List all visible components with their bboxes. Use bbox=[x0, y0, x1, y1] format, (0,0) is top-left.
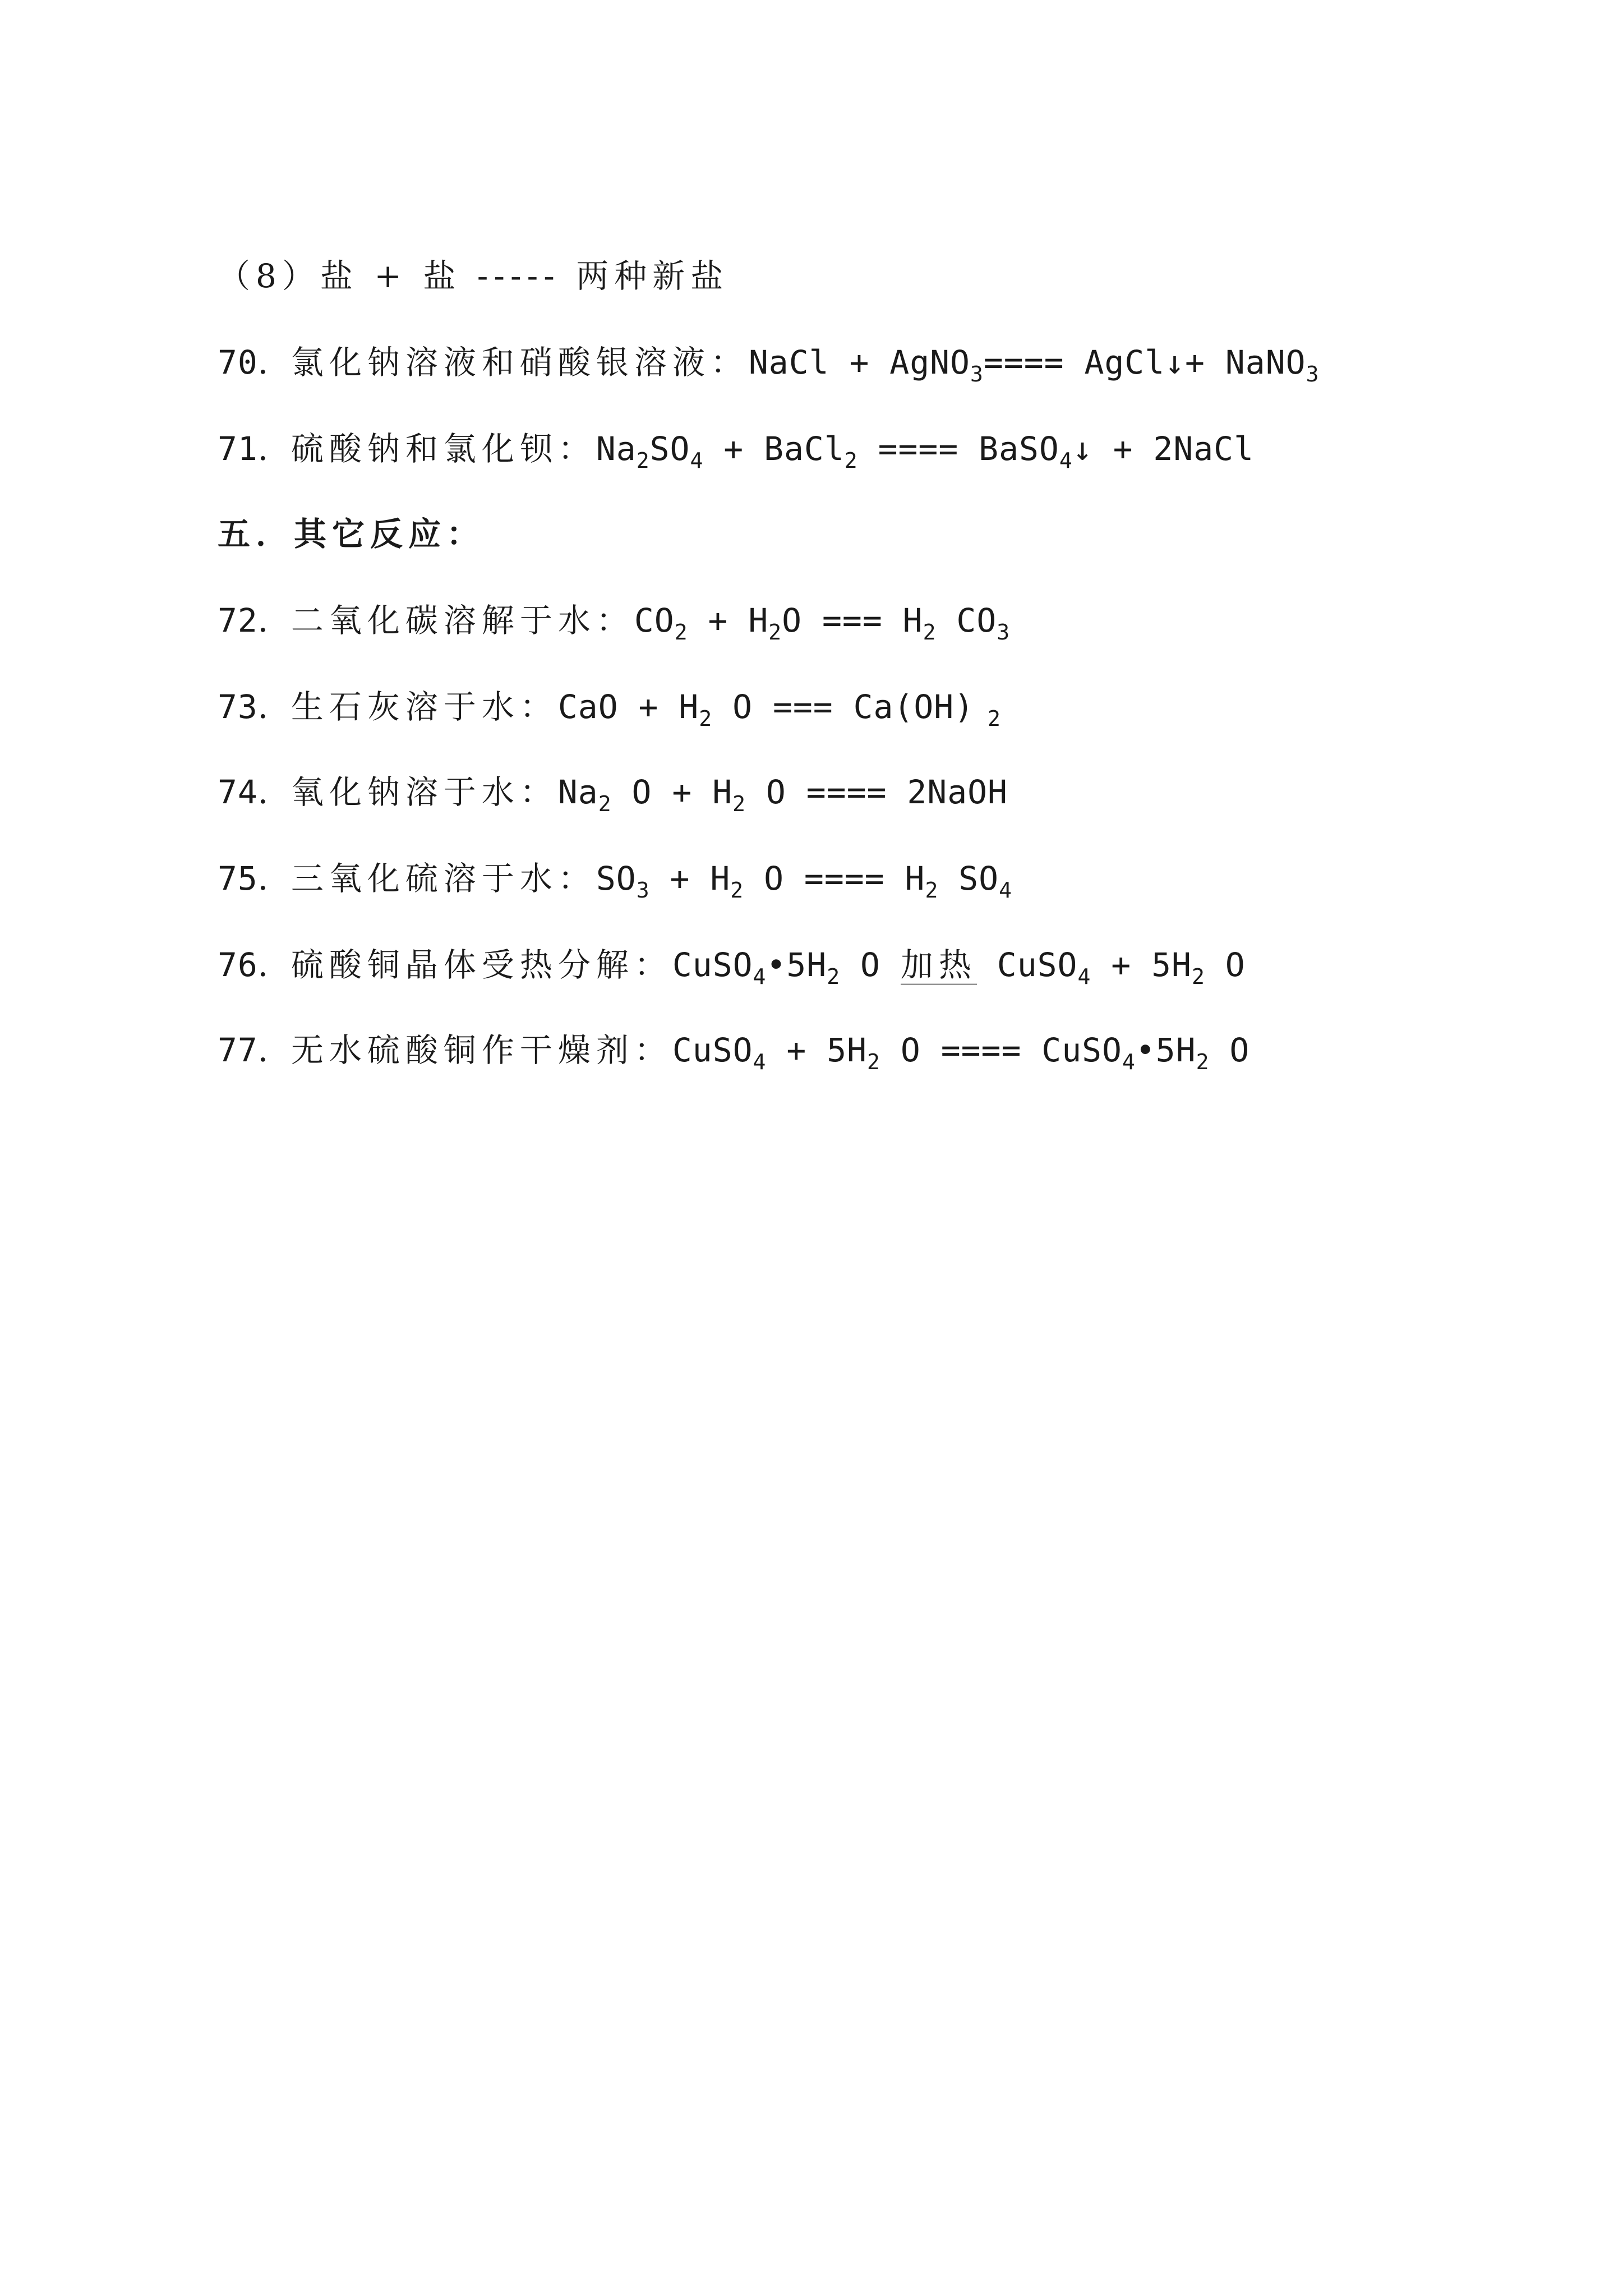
reaction-76 bbox=[218, 942, 1246, 987]
section-8-title bbox=[218, 254, 728, 298]
reaction-label: 生石灰溶于水： bbox=[291, 688, 558, 726]
section-5-text: 五．其它反应： bbox=[218, 515, 485, 553]
equation-part: ↓ + 2NaCl bbox=[1072, 430, 1255, 468]
subscript: 2 bbox=[699, 706, 713, 731]
section-8-text: （8）盐 + 盐 ----- 两种新盐 bbox=[218, 257, 729, 295]
equation-part: O bbox=[1209, 1031, 1250, 1069]
equation-part: + H bbox=[688, 601, 769, 639]
reaction-number: 76． bbox=[218, 946, 291, 984]
equation-part: O bbox=[1205, 946, 1246, 984]
subscript: 2 bbox=[732, 792, 746, 816]
subscript: 4 bbox=[1122, 1050, 1136, 1074]
equation-part: O + H bbox=[611, 773, 733, 811]
equation-part: CuSO bbox=[672, 946, 753, 984]
subscript: 2 bbox=[844, 448, 858, 473]
reaction-72 bbox=[218, 598, 1010, 643]
reaction-75 bbox=[218, 856, 1012, 901]
equation-part: CO bbox=[936, 601, 997, 639]
subscript: 2 bbox=[598, 792, 612, 816]
subscript: 2 bbox=[674, 620, 688, 645]
equation-part: ==== AgCl↓+ NaNO bbox=[983, 343, 1306, 381]
subscript: 2 bbox=[867, 1050, 880, 1074]
reaction-condition: 加热 bbox=[900, 946, 977, 984]
reaction-label: 氧化钠溶于水： bbox=[291, 773, 558, 811]
reaction-number: 73． bbox=[218, 688, 291, 726]
subscript: 2 bbox=[827, 964, 841, 989]
reaction-label: 氯化钠溶液和硝酸银溶液： bbox=[291, 343, 749, 381]
equation-part: + 5H bbox=[1091, 946, 1192, 984]
equation-part: O === H bbox=[782, 601, 923, 639]
reaction-label: 硫酸钠和氯化钡： bbox=[291, 430, 596, 468]
equation-part: O ==== H bbox=[744, 859, 925, 898]
reaction-number: 70． bbox=[218, 343, 291, 381]
equation-part: O ==== CuSO bbox=[880, 1031, 1122, 1069]
equation-part: O ==== 2NaOH bbox=[746, 773, 1008, 811]
equation-part: + 5H bbox=[766, 1031, 868, 1069]
reaction-label: 无水硫酸铜作干燥剂： bbox=[291, 1031, 672, 1069]
reaction-number: 75． bbox=[218, 859, 291, 898]
equation-part: O bbox=[840, 946, 901, 984]
reaction-number: 74． bbox=[218, 773, 291, 811]
equation-part: CO bbox=[634, 601, 675, 639]
equation-part: + H bbox=[649, 859, 731, 898]
subscript: 3 bbox=[636, 878, 650, 903]
reaction-73 bbox=[218, 684, 1001, 729]
subscript: 2 bbox=[768, 620, 782, 645]
subscript: 2 bbox=[925, 878, 939, 903]
equation-part: Na bbox=[557, 773, 598, 811]
reaction-label: 硫酸铜晶体受热分解： bbox=[291, 946, 672, 984]
subscript: 4 bbox=[690, 448, 704, 473]
equation-part: CaO + H bbox=[557, 688, 699, 726]
equation-part: SO bbox=[649, 430, 690, 468]
equation-part: •5H bbox=[766, 946, 827, 984]
reaction-label: 三氧化硫溶于水： bbox=[291, 859, 596, 898]
equation-part: •5H bbox=[1135, 1031, 1196, 1069]
equation-part: SO bbox=[938, 859, 999, 898]
subscript: 2 bbox=[1196, 1050, 1210, 1074]
reaction-number: 77． bbox=[218, 1031, 291, 1069]
equation-part: SO bbox=[596, 859, 637, 898]
reaction-71 bbox=[218, 426, 1254, 471]
subscript: 3 bbox=[997, 620, 1011, 645]
reaction-77 bbox=[218, 1028, 1249, 1073]
subscript: 2 bbox=[923, 620, 937, 645]
equation-part: + BaCl bbox=[703, 430, 845, 468]
subscript: 2 bbox=[1191, 964, 1205, 989]
equation-part: Na bbox=[596, 430, 637, 468]
subscript: 2 bbox=[636, 448, 650, 473]
section-5-heading bbox=[218, 512, 485, 556]
subscript: 2 bbox=[730, 878, 744, 903]
reaction-70 bbox=[218, 340, 1319, 385]
subscript: 4 bbox=[753, 964, 767, 989]
equation-part: CuSO bbox=[672, 1031, 753, 1069]
reaction-74 bbox=[218, 770, 1008, 815]
reaction-number: 72． bbox=[218, 601, 291, 639]
equation-part: O === Ca(OH) bbox=[712, 688, 975, 726]
subscript: 3 bbox=[1306, 362, 1320, 386]
subscript: 4 bbox=[753, 1050, 767, 1074]
equation-part: NaCl + AgNO bbox=[748, 343, 970, 381]
subscript: 4 bbox=[999, 878, 1012, 903]
subscript: 2 bbox=[974, 706, 1001, 731]
subscript: 4 bbox=[1077, 964, 1091, 989]
subscript: 4 bbox=[1059, 448, 1073, 473]
subscript: 3 bbox=[970, 362, 984, 386]
equation-part: ==== BaSO bbox=[857, 430, 1059, 468]
reaction-label: 二氧化碳溶解于水： bbox=[291, 601, 634, 639]
equation-part: CuSO bbox=[976, 946, 1078, 984]
reaction-number: 71． bbox=[218, 430, 291, 468]
